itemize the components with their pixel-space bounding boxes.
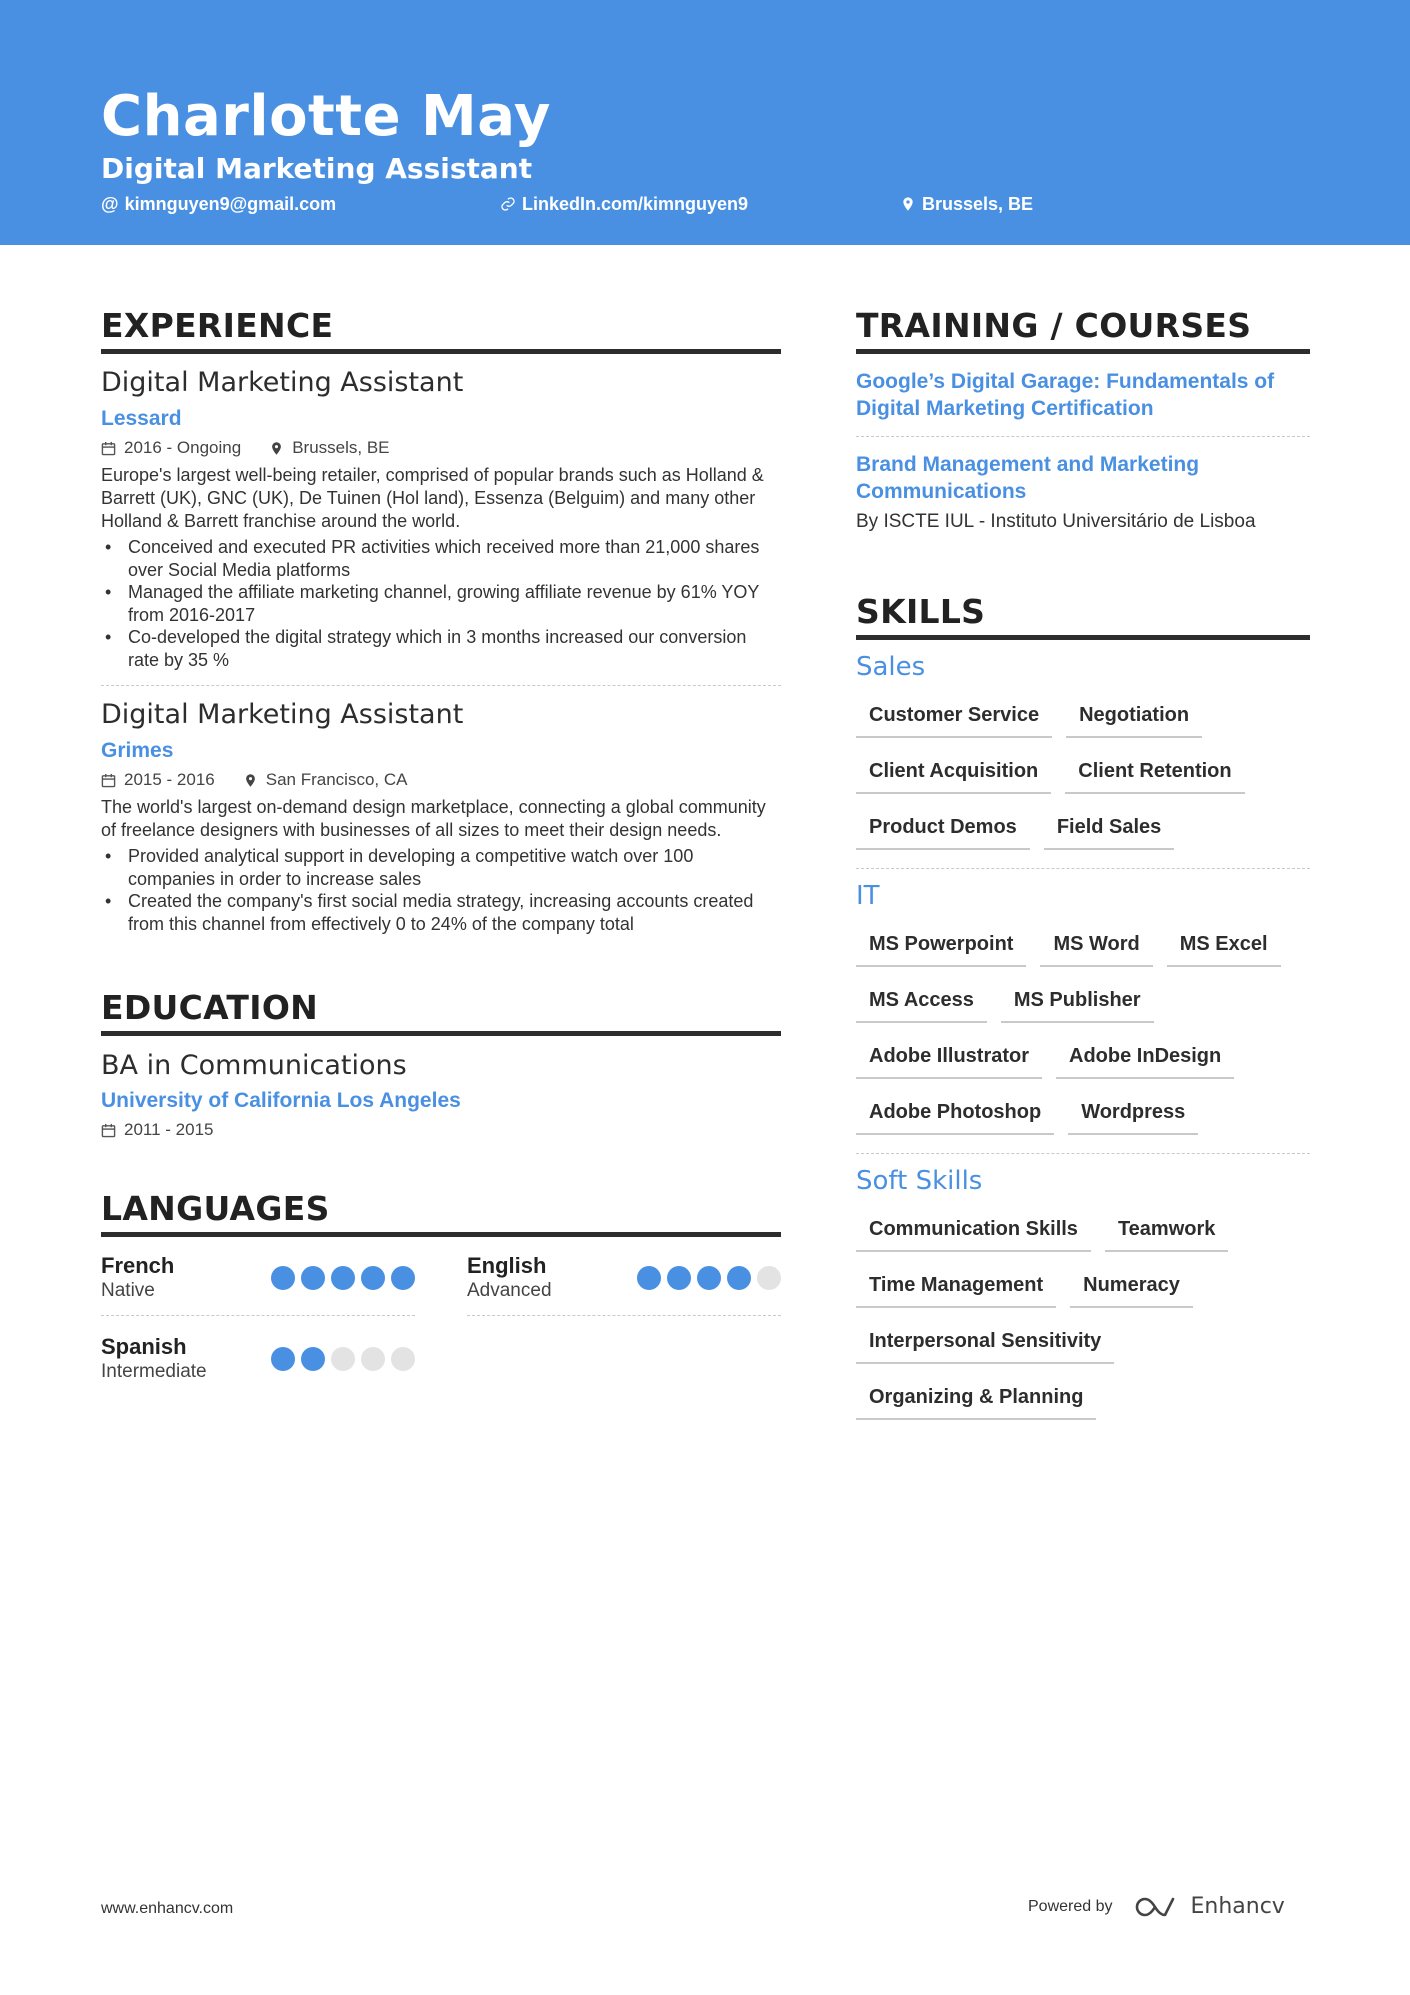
job-description: Europe's largest well-being retailer, comprised of popular brands such as Holland & Barrett (UK), GNC (UK), De Tuinen (Hol land), Essenza (Belguim) and many other Holland & Barrett franchise around the world. [101,465,764,531]
job-bullets [101,845,781,935]
rating-dot-filled [271,1266,295,1290]
job-location-text: San Francisco, CA [265,770,408,789]
languages-grid [101,1249,781,1410]
map-pin-icon [243,773,258,788]
skill-tag: Time Management [856,1272,1056,1308]
skill-tag: MS Access [856,987,987,1023]
rating-dot-filled [331,1266,355,1290]
skill-tag: Communication Skills [856,1216,1091,1252]
link-icon [500,196,516,212]
skill-tag: MS Publisher [1001,987,1154,1023]
experience-heading: EXPERIENCE [101,305,781,354]
enhancv-brand[interactable] [1135,1894,1285,1919]
skill-tag: MS Excel [1167,931,1281,967]
footer-website[interactable]: www.enhancv.com [101,1900,234,1917]
job-dates-text: 2015 - 2016 [124,770,215,789]
at-icon: @ [101,194,119,214]
job-dates [101,768,215,792]
course-title: Brand Management and Marketing Communications [856,453,1200,503]
enhancv-logo-icon [1135,1895,1181,1919]
email-contact[interactable] [101,192,336,216]
skill-group-title: IT [856,881,880,911]
job-location-text: Brussels, BE [292,438,390,457]
course-entry [856,354,1310,436]
language-name: French [101,1253,175,1278]
language-name: English [467,1253,547,1278]
skill-tag: Organizing & Planning [856,1384,1096,1420]
skill-tag: Adobe Photoshop [856,1099,1054,1135]
job-entry [101,354,781,685]
rating-dot-empty [331,1347,355,1371]
skill-tag: Adobe Illustrator [856,1043,1042,1079]
job-role: Digital Marketing Assistant [101,367,464,398]
email-text: kimnguyen9@gmail.com [124,194,337,214]
skill-tag: MS Word [1040,931,1152,967]
edu-dates [101,1118,213,1142]
resume-header [0,0,1410,245]
job-bullet: • Conceived and executed PR activities which received more than 21,000 shares over Social Media platforms [101,536,781,581]
skill-tags [856,931,1310,1149]
edu-school: University of California Los Angeles [101,1089,461,1112]
calendar-icon [101,1123,116,1138]
candidate-title: Digital Marketing Assistant [101,152,533,185]
job-description: The world's largest on-demand design marketplace, connecting a global community of freelance designers with businesses of all sizes to meet their design needs. [101,797,766,840]
powered-by-label: Powered by [1028,1897,1113,1915]
rating-dot-empty [757,1266,781,1290]
rating-dot-filled [727,1266,751,1290]
job-location [243,768,408,792]
skill-group-title: Soft Skills [856,1166,983,1196]
skill-tag: Interpersonal Sensitivity [856,1328,1114,1364]
job-bullet: • Co-developed the digital strategy which in 3 months increased our conversion rate by 35 % [101,626,781,671]
map-pin-icon [900,196,916,212]
language-level: Intermediate [101,1361,207,1382]
job-bullet: • Managed the affiliate marketing channel, growing affiliate revenue by 61% YOY from 2016-2017 [101,581,781,626]
rating-dot-filled [637,1266,661,1290]
job-meta [101,436,781,460]
skill-tag: Client Retention [1065,758,1244,794]
skill-group [856,640,1310,868]
skills-heading: SKILLS [856,591,1310,640]
job-company: Lessard [101,407,182,430]
footer-branding [1028,1894,1285,1919]
language-rating [271,1266,415,1290]
job-location [269,436,389,460]
rating-dot-filled [667,1266,691,1290]
left-column [101,305,781,1410]
skill-group [856,868,1310,1153]
skill-tag: Client Acquisition [856,758,1051,794]
rating-dot-filled [361,1266,385,1290]
skill-group [856,1153,1310,1438]
rating-dot-filled [271,1347,295,1371]
rating-dot-filled [301,1347,325,1371]
job-dates [101,436,241,460]
skill-tag: Negotiation [1066,702,1202,738]
job-bullets [101,536,781,671]
language-item [101,1249,415,1316]
language-level: Advanced [467,1280,552,1301]
job-dates-text: 2016 - Ongoing [124,438,242,457]
job-entry [101,685,781,949]
rating-dot-filled [697,1266,721,1290]
rating-dot-empty [391,1347,415,1371]
edu-meta [101,1118,781,1142]
language-rating [271,1347,415,1371]
rating-dot-filled [391,1266,415,1290]
candidate-name: Charlotte May [101,84,551,149]
languages-heading: LANGUAGES [101,1188,781,1237]
education-entry [101,1036,781,1142]
skill-tags [856,702,1310,864]
skill-tag: Adobe InDesign [1056,1043,1234,1079]
course-desc: By ISCTE IUL - Instituto Universitário de Lisboa [856,511,1256,532]
job-company: Grimes [101,739,174,762]
language-rating [637,1266,781,1290]
right-column [856,305,1310,1438]
skill-tag: Teamwork [1105,1216,1228,1252]
skill-groups [856,640,1310,1438]
skill-group-title: Sales [856,652,926,682]
linkedin-contact[interactable] [500,192,748,216]
rating-dot-empty [361,1347,385,1371]
language-item [101,1330,415,1396]
brand-name: Enhancv [1190,1894,1285,1919]
language-item [467,1249,781,1316]
skill-tag: Field Sales [1044,814,1175,850]
language-level: Native [101,1280,155,1301]
map-pin-icon [269,441,284,456]
edu-degree: BA in Communications [101,1050,407,1081]
skill-tag: Product Demos [856,814,1030,850]
education-heading: EDUCATION [101,987,781,1036]
skill-tag: Wordpress [1068,1099,1198,1135]
language-name: Spanish [101,1334,187,1359]
skill-tags [856,1216,1310,1434]
edu-dates-text: 2011 - 2015 [124,1120,214,1139]
skill-tag: MS Powerpoint [856,931,1026,967]
job-meta [101,768,781,792]
linkedin-text: LinkedIn.com/kimnguyen9 [522,194,749,214]
skill-tag: Customer Service [856,702,1052,738]
course-title: Google’s Digital Garage: Fundamentals of Digital Marketing Certification [856,370,1275,420]
job-role: Digital Marketing Assistant [101,699,464,730]
skill-tag: Numeracy [1070,1272,1193,1308]
calendar-icon [101,441,116,456]
location-text: Brussels, BE [922,194,1034,214]
course-entry [856,436,1310,549]
location-contact [900,192,1033,216]
training-heading: TRAINING / COURSES [856,305,1310,354]
calendar-icon [101,773,116,788]
job-bullet: • Created the company's first social media strategy, increasing accounts created from this channel from effectively 0 to 24% of the company total [101,890,781,935]
rating-dot-filled [301,1266,325,1290]
job-bullet: • Provided analytical support in developing a competitive watch over 100 companies in order to increase sales [101,845,781,890]
